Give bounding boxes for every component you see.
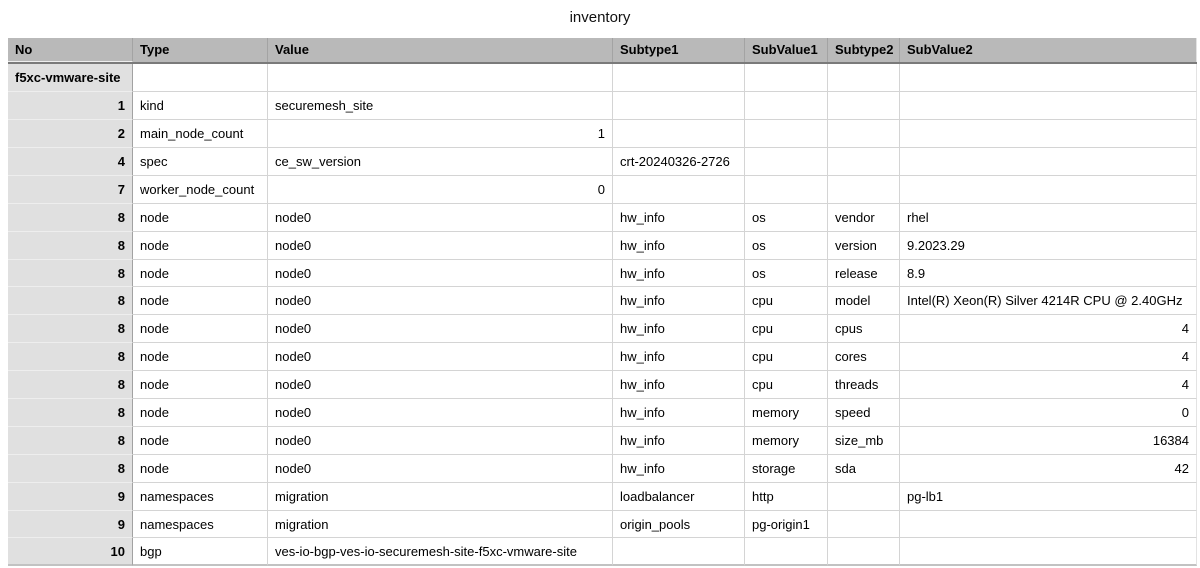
table-cell[interactable]: node: [133, 232, 268, 260]
table-cell[interactable]: cpus: [828, 315, 900, 343]
table-cell[interactable]: hw_info: [613, 371, 745, 399]
table-cell[interactable]: origin_pools: [613, 511, 745, 539]
table-cell[interactable]: http: [745, 483, 828, 511]
table-cell[interactable]: migration: [268, 511, 613, 539]
table-row: [8, 538, 1197, 566]
table-cell[interactable]: node0: [268, 427, 613, 455]
table-cell[interactable]: 1: [268, 120, 613, 148]
table-cell[interactable]: [828, 64, 900, 92]
table-cell[interactable]: namespaces: [133, 511, 268, 539]
row-no-cell[interactable]: 4: [8, 148, 133, 176]
table-cell[interactable]: [613, 176, 745, 204]
table-cell[interactable]: cpu: [745, 343, 828, 371]
table-cell[interactable]: [745, 120, 828, 148]
table-cell[interactable]: storage: [745, 455, 828, 483]
table-header-row: [8, 38, 1197, 64]
table-cell[interactable]: namespaces: [133, 483, 268, 511]
table-cell[interactable]: size_mb: [828, 427, 900, 455]
table-cell[interactable]: [900, 64, 1197, 92]
table-body: [8, 64, 1197, 566]
table-cell[interactable]: [613, 120, 745, 148]
table-row: [8, 148, 1197, 176]
table-cell[interactable]: securemesh_site: [268, 92, 613, 120]
table-cell[interactable]: ce_sw_version: [268, 148, 613, 176]
table-cell[interactable]: release: [828, 260, 900, 288]
table-cell[interactable]: [613, 538, 745, 566]
row-no-cell[interactable]: f5xc-vmware-site: [8, 64, 133, 92]
table-cell[interactable]: [828, 483, 900, 511]
table-cell[interactable]: os: [745, 204, 828, 232]
table-cell[interactable]: version: [828, 232, 900, 260]
table-cell[interactable]: crt-20240326-2726: [613, 148, 745, 176]
table-cell[interactable]: node0: [268, 315, 613, 343]
row-no-cell[interactable]: 2: [8, 120, 133, 148]
table-cell[interactable]: spec: [133, 148, 268, 176]
table-cell[interactable]: [828, 511, 900, 539]
table-cell[interactable]: memory: [745, 399, 828, 427]
table-cell[interactable]: [900, 176, 1197, 204]
row-no-cell[interactable]: 8: [8, 343, 133, 371]
table-cell[interactable]: [268, 64, 613, 92]
header-cell-subvalue2[interactable]: SubValue2: [900, 38, 1197, 62]
table-cell[interactable]: node0: [268, 371, 613, 399]
table-cell[interactable]: vendor: [828, 204, 900, 232]
table-cell[interactable]: kind: [133, 92, 268, 120]
table-cell[interactable]: worker_node_count: [133, 176, 268, 204]
table-cell[interactable]: 0: [268, 176, 613, 204]
table-cell[interactable]: hw_info: [613, 343, 745, 371]
table-row: [8, 455, 1197, 483]
table-cell[interactable]: node: [133, 343, 268, 371]
table-cell[interactable]: loadbalancer: [613, 483, 745, 511]
table-cell[interactable]: 4: [900, 315, 1197, 343]
table-cell[interactable]: [745, 176, 828, 204]
row-no-cell[interactable]: 7: [8, 176, 133, 204]
table-cell[interactable]: hw_info: [613, 427, 745, 455]
table-cell[interactable]: cpu: [745, 315, 828, 343]
table-cell[interactable]: 16384: [900, 427, 1197, 455]
table-cell[interactable]: os: [745, 260, 828, 288]
inventory-table: [8, 38, 1197, 566]
table-cell[interactable]: [613, 64, 745, 92]
table-cell[interactable]: speed: [828, 399, 900, 427]
table-cell[interactable]: node0: [268, 232, 613, 260]
table-cell[interactable]: migration: [268, 483, 613, 511]
row-no-cell[interactable]: 8: [8, 232, 133, 260]
row-no-cell[interactable]: 8: [8, 287, 133, 315]
table-cell[interactable]: 0: [900, 399, 1197, 427]
table-cell[interactable]: node0: [268, 204, 613, 232]
table-cell[interactable]: [745, 148, 828, 176]
table-cell[interactable]: [828, 176, 900, 204]
row-no-cell[interactable]: 8: [8, 399, 133, 427]
table-cell[interactable]: hw_info: [613, 204, 745, 232]
table-row: [8, 204, 1197, 232]
row-no-cell[interactable]: 9: [8, 483, 133, 511]
row-no-cell[interactable]: 10: [8, 538, 133, 566]
row-no-cell[interactable]: 8: [8, 455, 133, 483]
table-cell[interactable]: 9.2023.29: [900, 232, 1197, 260]
header-cell-subtype1[interactable]: Subtype1: [613, 38, 745, 62]
table-cell[interactable]: [900, 120, 1197, 148]
table-cell[interactable]: hw_info: [613, 399, 745, 427]
table-cell[interactable]: node: [133, 371, 268, 399]
table-cell[interactable]: 4: [900, 343, 1197, 371]
row-no-cell[interactable]: 9: [8, 511, 133, 539]
table-row: [8, 120, 1197, 148]
table-cell[interactable]: hw_info: [613, 455, 745, 483]
table-cell[interactable]: [900, 92, 1197, 120]
table-cell[interactable]: 4: [900, 371, 1197, 399]
table-cell[interactable]: hw_info: [613, 315, 745, 343]
table-row: [8, 427, 1197, 455]
table-row: [8, 371, 1197, 399]
table-cell[interactable]: node0: [268, 260, 613, 288]
table-cell[interactable]: [613, 92, 745, 120]
table-row: [8, 483, 1197, 511]
table-cell[interactable]: node0: [268, 399, 613, 427]
table-cell[interactable]: [828, 120, 900, 148]
table-cell[interactable]: [900, 148, 1197, 176]
table-row: [8, 343, 1197, 371]
row-no-cell[interactable]: 8: [8, 427, 133, 455]
table-cell[interactable]: node: [133, 427, 268, 455]
table-cell[interactable]: bgp: [133, 538, 268, 566]
table-cell[interactable]: [900, 538, 1197, 566]
row-no-cell[interactable]: 8: [8, 371, 133, 399]
table-cell[interactable]: rhel: [900, 204, 1197, 232]
table-cell[interactable]: node: [133, 315, 268, 343]
table-cell[interactable]: [745, 92, 828, 120]
table-cell[interactable]: [900, 511, 1197, 539]
table-cell[interactable]: node0: [268, 287, 613, 315]
table-cell[interactable]: cores: [828, 343, 900, 371]
table-cell[interactable]: memory: [745, 427, 828, 455]
table-cell[interactable]: pg-lb1: [900, 483, 1197, 511]
table-row: [8, 399, 1197, 427]
table-cell[interactable]: node: [133, 287, 268, 315]
table-row: [8, 511, 1197, 539]
header-cell-subtype2[interactable]: Subtype2: [828, 38, 900, 62]
row-no-cell[interactable]: 8: [8, 204, 133, 232]
table-cell[interactable]: 42: [900, 455, 1197, 483]
table-row: [8, 315, 1197, 343]
table-cell[interactable]: main_node_count: [133, 120, 268, 148]
table-cell[interactable]: model: [828, 287, 900, 315]
table-cell[interactable]: [745, 64, 828, 92]
table-cell[interactable]: cpu: [745, 371, 828, 399]
table-cell[interactable]: hw_info: [613, 287, 745, 315]
sheet-title: inventory: [569, 9, 631, 26]
table-cell[interactable]: node: [133, 260, 268, 288]
table-cell[interactable]: cpu: [745, 287, 828, 315]
table-cell[interactable]: hw_info: [613, 260, 745, 288]
table-cell[interactable]: threads: [828, 371, 900, 399]
table-row: [8, 92, 1197, 120]
table-cell[interactable]: [828, 148, 900, 176]
row-no-cell[interactable]: 8: [8, 260, 133, 288]
table-cell[interactable]: [133, 64, 268, 92]
table-row: [8, 176, 1197, 204]
table-cell[interactable]: 8.9: [900, 260, 1197, 288]
table-cell[interactable]: hw_info: [613, 232, 745, 260]
table-row: [8, 287, 1197, 315]
row-no-cell[interactable]: 1: [8, 92, 133, 120]
table-cell[interactable]: node: [133, 455, 268, 483]
header-cell-value[interactable]: Value: [268, 38, 613, 62]
header-cell-type[interactable]: Type: [133, 38, 268, 62]
table-cell[interactable]: node: [133, 399, 268, 427]
table-row: [8, 64, 1197, 92]
table-cell[interactable]: [745, 538, 828, 566]
table-row: [8, 232, 1197, 260]
table-cell[interactable]: os: [745, 232, 828, 260]
table-row: [8, 260, 1197, 288]
row-no-cell[interactable]: 8: [8, 315, 133, 343]
table-cell[interactable]: [828, 538, 900, 566]
table-cell[interactable]: ves-io-bgp-ves-io-securemesh-site-f5xc-vmware-site: [268, 538, 613, 566]
table-cell[interactable]: Intel(R) Xeon(R) Silver 4214R CPU @ 2.40GHz: [900, 287, 1197, 315]
header-cell-subvalue1[interactable]: SubValue1: [745, 38, 828, 62]
table-cell[interactable]: sda: [828, 455, 900, 483]
table-cell[interactable]: node0: [268, 455, 613, 483]
table-cell[interactable]: pg-origin1: [745, 511, 828, 539]
header-cell-no[interactable]: No: [8, 38, 133, 62]
table-cell[interactable]: node: [133, 204, 268, 232]
table-cell[interactable]: node0: [268, 343, 613, 371]
table-cell[interactable]: [828, 92, 900, 120]
